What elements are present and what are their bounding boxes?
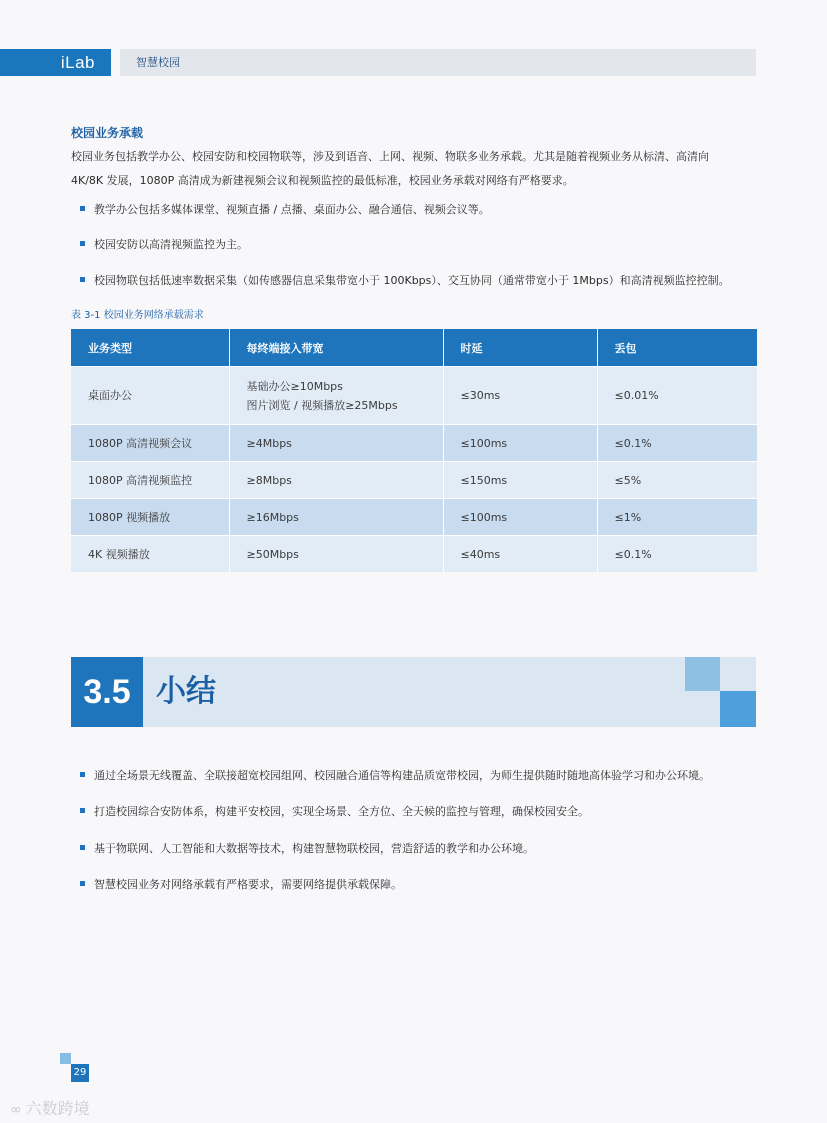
cell-bandwidth: ≥4Mbps bbox=[229, 425, 443, 462]
bullet-square-icon bbox=[80, 845, 85, 850]
chapter-title: 小结 bbox=[156, 674, 216, 709]
table-caption: 表 3-1 校园业务网络承载需求 bbox=[71, 310, 204, 321]
column-header: 丢包 bbox=[597, 329, 757, 367]
cell-type: 1080P 高清视频监控 bbox=[71, 462, 229, 499]
column-header: 业务类型 bbox=[71, 329, 229, 367]
bullet-square-icon bbox=[80, 808, 85, 813]
table-header-row bbox=[71, 329, 757, 367]
cell-type: 1080P 高清视频会议 bbox=[71, 425, 229, 462]
cell-type: 桌面办公 bbox=[71, 367, 229, 425]
table-row bbox=[71, 536, 757, 573]
summary-bullet bbox=[80, 804, 589, 820]
intro-paragraph bbox=[71, 145, 761, 193]
bullet-text: 智慧校园业务对网络承载有严格要求，需要网络提供承载保障。 bbox=[94, 878, 402, 891]
table-row bbox=[71, 462, 757, 499]
page-number: 29 bbox=[71, 1064, 89, 1082]
bullet-square-icon bbox=[80, 881, 85, 886]
column-header: 每终端接入带宽 bbox=[229, 329, 443, 367]
bandwidth-line: 基础办公≥10Mbps bbox=[246, 379, 343, 393]
cell-loss: ≤1% bbox=[597, 499, 757, 536]
cell-loss: ≤0.1% bbox=[597, 425, 757, 462]
watermark bbox=[10, 1096, 90, 1119]
cell-loss: ≤0.01% bbox=[597, 367, 757, 425]
bullet-square-icon bbox=[80, 206, 85, 211]
cell-latency: ≤150ms bbox=[443, 462, 597, 499]
cell-loss: ≤5% bbox=[597, 462, 757, 499]
cell-type: 1080P 视频播放 bbox=[71, 499, 229, 536]
bullet-item bbox=[80, 237, 248, 253]
header-title: 智慧校园 bbox=[136, 56, 180, 69]
section-title: 校园业务承载 bbox=[71, 126, 144, 140]
ilab-logo: iLab bbox=[0, 49, 111, 76]
cell-type: 4K 视频播放 bbox=[71, 536, 229, 573]
bullet-text: 教学办公包括多媒体课堂、视频直播 / 点播、桌面办公、融合通信、视频会议等。 bbox=[94, 203, 490, 216]
cell-loss: ≤0.1% bbox=[597, 536, 757, 573]
cell-bandwidth: ≥50Mbps bbox=[229, 536, 443, 573]
header-bar bbox=[120, 49, 756, 76]
bullet-text: 基于物联网、人工智能和大数据等技术，构建智慧物联校园，营造舒适的教学和办公环境。 bbox=[94, 842, 534, 855]
bullet-square-icon bbox=[80, 277, 85, 282]
bullet-text: 通过全场景无线覆盖、全联接超宽校园组网、校园融合通信等构建品质宽带校园，为师生提供随时随地高体验学习和办公环境。 bbox=[94, 769, 710, 782]
table-row bbox=[71, 499, 757, 536]
cell-latency: ≤40ms bbox=[443, 536, 597, 573]
column-header: 时延 bbox=[443, 329, 597, 367]
table-row bbox=[71, 425, 757, 462]
cell-latency: ≤100ms bbox=[443, 425, 597, 462]
bullet-item bbox=[80, 273, 730, 289]
bullet-item bbox=[80, 202, 490, 218]
bullet-text: 打造校园综合安防体系，构建平安校园，实现全场景、全方位、全天候的监控与管理，确保校园安全。 bbox=[94, 805, 589, 818]
summary-bullet bbox=[80, 768, 710, 784]
bullet-text: 校园物联包括低速率数据采集（如传感器信息采集带宽小于 100Kbps）、交互协同（通常带宽小于 1Mbps）和高清视频监控控制。 bbox=[94, 274, 730, 287]
cell-bandwidth: ≥8Mbps bbox=[229, 462, 443, 499]
intro-line: 校园业务包括教学办公、校园安防和校园物联等，涉及到语音、上网、视频、物联多业务承载。尤其是随着视频业务从标清、高清向 bbox=[71, 150, 709, 163]
decorative-square bbox=[720, 691, 756, 727]
chapter-number: 3.5 bbox=[71, 657, 143, 727]
cell-bandwidth: ≥16Mbps bbox=[229, 499, 443, 536]
bandwidth-line: 图片浏览 / 视频播放≥25Mbps bbox=[246, 398, 398, 412]
bullet-square-icon bbox=[80, 241, 85, 246]
decorative-square bbox=[685, 657, 720, 691]
summary-bullet bbox=[80, 877, 402, 893]
network-requirements-table bbox=[71, 329, 757, 572]
chapter-banner bbox=[143, 657, 756, 727]
watermark-text: 六数跨境 bbox=[25, 1099, 90, 1118]
cell-bandwidth bbox=[229, 367, 443, 425]
summary-bullet bbox=[80, 841, 534, 857]
cell-latency: ≤30ms bbox=[443, 367, 597, 425]
bullet-square-icon bbox=[80, 772, 85, 777]
intro-line: 4K/8K 发展，1080P 高清成为新建视频会议和视频监控的最低标准，校园业务承载对网络有严格要求。 bbox=[71, 174, 574, 187]
page-number-decor bbox=[60, 1053, 71, 1064]
bullet-text: 校园安防以高清视频监控为主。 bbox=[94, 238, 248, 251]
watermark-logo-icon: ∞ bbox=[10, 1102, 22, 1118]
cell-latency: ≤100ms bbox=[443, 499, 597, 536]
table-row bbox=[71, 367, 757, 425]
